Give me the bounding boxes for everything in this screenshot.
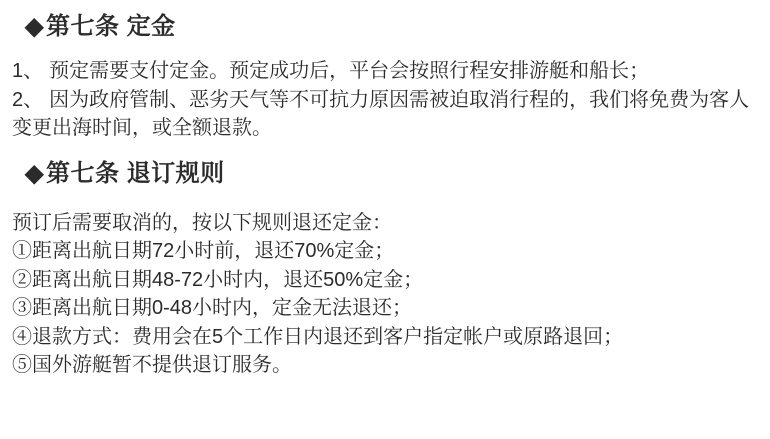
cancellation-rule-2: ②距离出航日期48-72小时内，退还50%定金；	[12, 268, 424, 291]
cancellation-rule-3: ③距离出航日期0-48小时内，定金无法退还；	[12, 297, 413, 319]
section-heading-cancellation	[12, 159, 756, 189]
cancellation-rule-4: ④退款方式：费用会在5个工作日内退还到客户指定帐户或原路退回；	[12, 325, 624, 348]
cancellation-intro: 预订后需要取消的，按以下规则退还定金：	[12, 211, 392, 234]
section-heading-deposit-text: 第七条 定金	[45, 13, 176, 40]
section-heading-cancellation-text: 第七条 退订规则	[45, 159, 225, 187]
deposit-clause-1	[12, 57, 756, 86]
deposit-clause-2-text: 因为政府管制、恶劣天气等不可抗力原因需被迫取消行程的，我们将免费为客人变更出海时间，或全额退款。	[12, 88, 750, 139]
diamond-bullet-icon: ◆	[25, 159, 44, 187]
cancellation-rule-5: ⑤国外游艇暂不提供退订服务。	[12, 354, 292, 376]
diamond-bullet-icon: ◆	[25, 13, 44, 40]
section-heading-deposit	[12, 12, 756, 42]
cancellation-rule-list	[12, 237, 756, 380]
deposit-clause-1-marker: 1、	[12, 60, 44, 82]
deposit-clause-1-text: 预定需要支付定金。预定成功后，平台会按照行程安排游艇和船长；	[49, 60, 650, 82]
cancellation-rule-1: ①距离出航日期72小时前，退还70%定金；	[12, 240, 395, 262]
deposit-clause-2-marker: 2、	[12, 88, 44, 111]
deposit-clause-list	[12, 57, 756, 143]
deposit-clause-2	[12, 86, 756, 143]
